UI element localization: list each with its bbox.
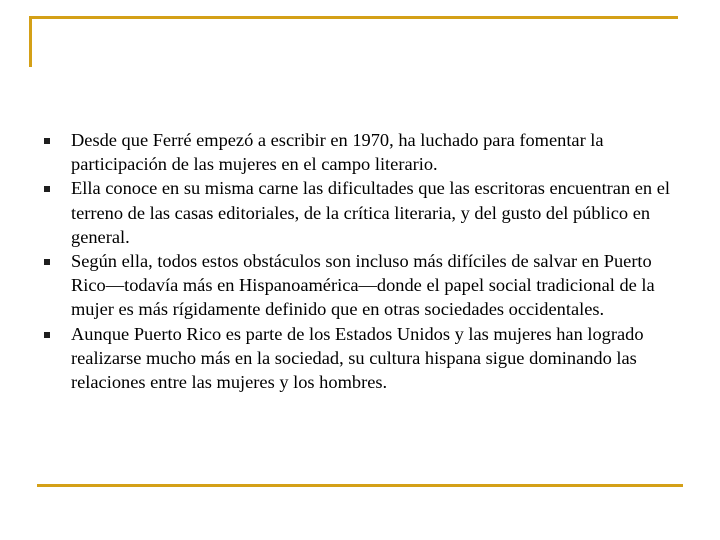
bullet-item [40,322,690,395]
bullet-text: Aunque Puerto Rico es parte de los Estados Unidos y las mujeres han logrado realizarse mucho más en la sociedad, su cultura hispana sigue dominando las relaciones entre las mujeres y los hombres. [71,323,644,393]
top-accent-rule [29,16,678,19]
left-accent-rule [29,16,32,67]
slide-body [40,128,690,394]
bullet-item [40,176,690,249]
square-bullet-icon [44,332,50,338]
bullet-item [40,128,690,176]
square-bullet-icon [44,138,50,144]
square-bullet-icon [44,259,50,265]
bullet-text: Según ella, todos estos obstáculos son incluso más difíciles de salvar en Puerto Rico—todavía más en Hispanoamérica—donde el papel social tradicional de la mujer es más rígidamente definido que en otras sociedades occidentales. [71,251,655,320]
square-bullet-icon [44,186,50,192]
bullet-text: Desde que Ferré empezó a escribir en 1970, ha luchado para fomentar la participación de las mujeres en el campo literario. [71,130,604,175]
bullet-text: Ella conoce en su misma carne las dificultades que las escritoras encuentran en el terreno de las casas editoriales, de la crítica literaria, y del gusto del público en general. [71,178,670,247]
bullet-item [40,249,690,322]
bottom-accent-rule [37,484,683,487]
bullet-list [40,128,690,394]
